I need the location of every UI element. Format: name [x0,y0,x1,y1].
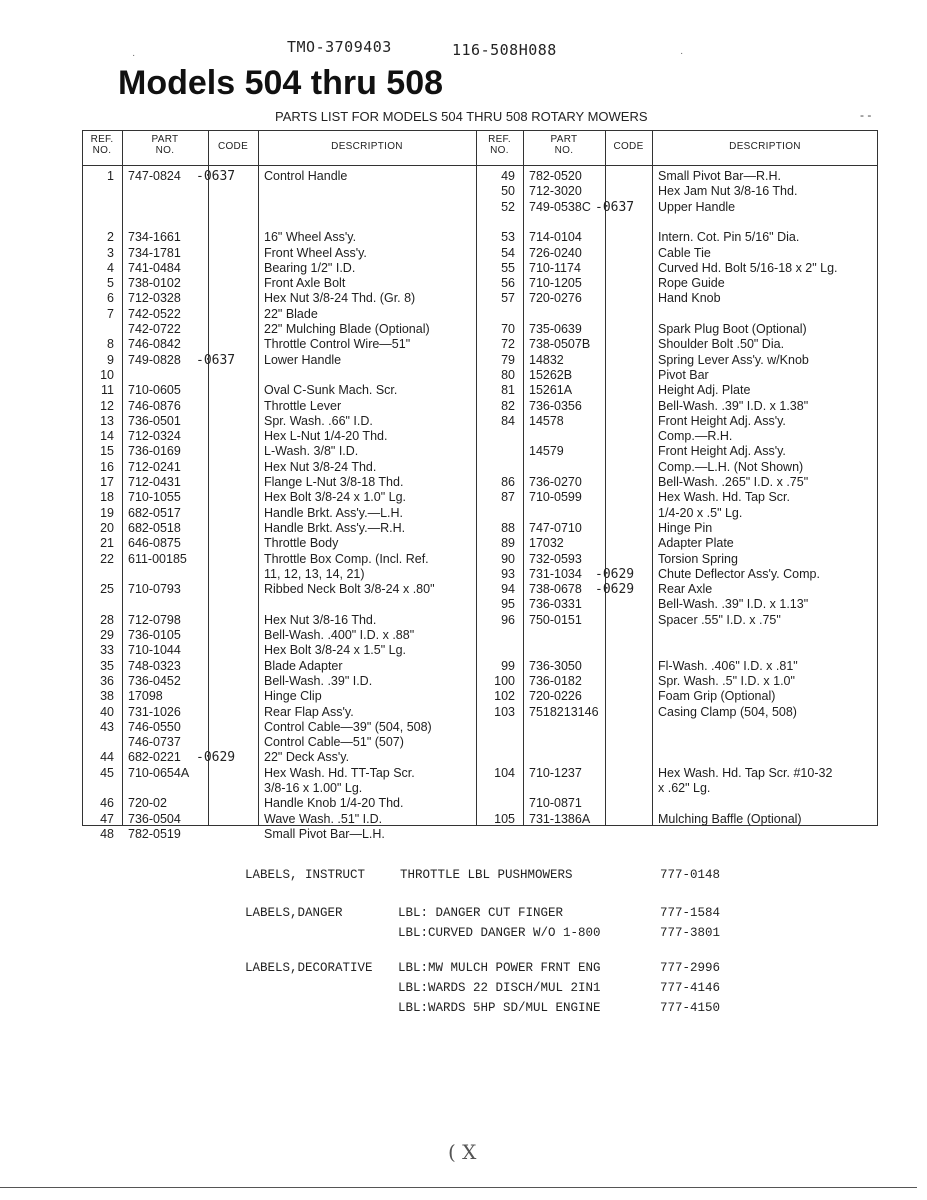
cell-ref: 3 [107,245,114,260]
cell-part: 746-0550 [128,719,181,734]
cell-part: 731-1034 [529,566,582,581]
cell-ref: 105 [494,811,515,826]
doc-id-right: 116-508H088 [452,41,557,59]
cell-desc: Hand Knob [658,291,721,306]
cell-ref: 18 [100,490,114,505]
cell-ref: 55 [501,260,515,275]
cell-ref: 38 [100,689,114,704]
cell-desc: Rear Axle [658,582,713,597]
cell-desc: Front Axle Bolt [264,276,346,291]
cell-ref: 57 [501,291,515,306]
cell-part: 736-0356 [529,398,582,413]
cell-desc: Hex Nut 3/8-24 Thd. [264,459,377,474]
cell-ref: 16 [100,459,114,474]
cell-part: 746-0876 [128,398,181,413]
cell-ref: 53 [501,230,515,245]
cell-desc: 22" Deck Ass'y. [264,750,350,765]
cell-ref: 22 [100,551,114,566]
cell-desc: Bell-Wash. .39" I.D. [264,673,373,688]
cell-part: 735-0639 [529,322,582,336]
cell-ref: 104 [494,765,515,780]
cell-desc: Rope Guide [658,276,725,291]
cell-desc: Control Handle [264,169,348,183]
cell-code: -0629 [595,566,635,582]
cell-ref: 12 [100,398,114,413]
cell-desc: Hex Wash. Hd. TT-Tap Scr. [264,765,415,780]
cell-ref: 19 [100,505,114,520]
cell-ref: 102 [494,689,515,704]
cell-ref: 89 [501,536,515,551]
parts-table [82,130,878,841]
column-divider [605,131,606,825]
cell-ref: 47 [100,811,114,826]
header-part: PART NO. [550,134,578,156]
cell-part: 14832 [529,352,564,367]
cell-desc: Handle Knob 1/4-20 Thd. [264,796,404,811]
cell-part: 720-0226 [529,689,582,704]
cell-part: 749-0828 [128,352,181,367]
cell-ref: 46 [100,796,114,811]
cell-desc: Cable Tie [658,245,711,260]
cell-ref: 103 [494,704,515,719]
cell-desc: Small Pivot Bar—R.H. [658,169,781,183]
cell-ref: 2 [107,230,114,245]
cell-ref: 7 [107,306,114,321]
cell-ref: 86 [501,475,515,489]
cell-part: 731-1386A [529,811,591,826]
cell-desc: Height Adj. Plate [658,383,751,398]
cell-ref: 88 [501,520,515,535]
label-description: LBL:CURVED DANGER W/O 1-800 [398,926,601,940]
cell-part: 710-1055 [128,490,181,505]
cell-part: 731-1026 [128,704,181,719]
cell-desc: Handle Brkt. Ass'y.—L.H. [264,505,404,520]
cell-part: 736-0105 [128,628,181,642]
cell-part: 710-1044 [128,643,181,658]
cell-desc: Rear Flap Ass'y. [264,704,354,719]
cell-part: 14578 [529,413,564,428]
cell-ref: 5 [107,276,114,291]
cell-ref: 99 [501,658,515,673]
cell-part: 782-0520 [529,169,582,183]
cell-part: 742-0722 [128,322,181,336]
header-desc: DESCRIPTION [331,141,403,152]
cell-part: 734-1661 [128,230,181,245]
cell-part: 782-0519 [128,826,181,841]
cell-part: 682-0518 [128,520,181,535]
cell-desc: Spr. Wash. .5" I.D. x 1.0" [658,673,795,688]
cell-ref: 70 [501,322,515,336]
cell-part: 712-0328 [128,291,181,306]
doc-id-left: TMO-3709403 [287,38,392,56]
cell-desc: Control Cable—39" (504, 508) [264,719,432,734]
cell-part: 714-0104 [529,230,582,245]
cell-desc: Spr. Wash. .66" I.D. [264,413,373,428]
cell-part: 746-0842 [128,337,181,352]
cell-part: 682-0517 [128,505,181,520]
cell-part: 710-0599 [529,490,582,505]
cell-desc: Hinge Pin [658,520,713,535]
cell-ref: 21 [100,536,114,551]
cell-part: 710-1237 [529,765,582,780]
cell-part: 712-3020 [529,184,582,199]
cell-ref: 48 [100,826,114,841]
cell-ref: 84 [501,413,515,428]
label-part-number: 777-0148 [660,868,721,882]
column-divider [476,131,477,825]
cell-desc: Bearing 1/2" I.D. [264,260,356,275]
cell-desc: 22" Mulching Blade (Optional) [264,322,430,336]
cell-ref: 6 [107,291,114,306]
cell-part: 736-0169 [128,444,181,459]
cell-ref: 45 [100,765,114,780]
cell-desc: Throttle Control Wire—51" [264,337,411,352]
label-part-number: 777-3801 [660,926,721,940]
cell-part: 736-3050 [529,658,582,673]
cell-ref: 36 [100,673,114,688]
cell-ref: 87 [501,490,515,505]
cell-desc: Casing Clamp (504, 508) [658,704,797,719]
cell-desc: Hex Wash. Hd. Tap Scr. [658,490,790,505]
cell-part: 682-0221 [128,750,181,765]
cell-part: 734-1781 [128,245,181,260]
cell-desc: Front Height Adj. Ass'y. [658,444,786,459]
cell-ref: 54 [501,245,515,260]
cell-desc: Hex Nut 3/8-24 Thd. (Gr. 8) [264,291,416,306]
cell-ref: 13 [100,413,114,428]
cell-desc: Comp.—L.H. (Not Shown) [658,459,804,474]
column-divider [82,131,83,825]
cell-desc: Foam Grip (Optional) [658,689,776,704]
cell-code: -0637 [196,352,236,368]
cell-desc: Hex Bolt 3/8-24 x 1.0" Lg. [264,490,407,505]
cell-ref: 82 [501,398,515,413]
cell-part: 17098 [128,689,163,704]
cell-desc: Throttle Box Comp. (Incl. Ref. [264,551,429,566]
cell-part: 732-0593 [529,551,582,566]
cell-ref: 49 [501,169,515,183]
cell-desc: Bell-Wash. .400" I.D. x .88" [264,628,415,642]
cell-part: 611-00185 [128,551,187,566]
cell-ref: 93 [501,566,515,581]
cell-ref: 40 [100,704,114,719]
cell-desc: Shoulder Bolt .50" Dia. [658,337,785,352]
cell-desc: Lower Handle [264,352,342,367]
cell-ref: 35 [100,658,114,673]
cell-part: 710-0605 [128,383,181,398]
cell-desc: 22" Blade [264,306,318,321]
page-title: Models 504 thru 508 [118,64,444,102]
cell-desc: Mulching Baffle (Optional) [658,811,802,826]
cell-ref: 80 [501,367,515,382]
label-part-number: 777-2996 [660,961,721,975]
cell-ref: 14 [100,429,114,444]
cell-ref: 10 [100,367,114,382]
cell-desc: Hex Jam Nut 3/8-16 Thd. [658,184,798,199]
label-part-number: 777-4150 [660,1001,721,1015]
cell-desc: x .62" Lg. [658,781,711,795]
cell-ref: 81 [501,383,515,398]
cell-code: -0637 [595,199,635,215]
header-code: CODE [217,141,249,152]
cell-desc: Curved Hd. Bolt 5/16-18 x 2" Lg. [658,260,838,275]
label-category: LABELS,DANGER [245,906,343,920]
cell-ref: 25 [100,582,114,597]
stray-mark: · [132,50,136,61]
cell-desc: Throttle Body [264,536,339,551]
cell-part: 749-0538C [529,199,591,214]
cell-part: 720-0276 [529,291,582,306]
cell-part: 736-0501 [128,413,181,428]
cell-ref: 56 [501,276,515,291]
bottom-rule [0,1187,917,1188]
cell-part: 736-0452 [128,673,181,688]
cell-ref: 100 [494,673,515,688]
cell-desc: Bell-Wash. .39" I.D. x 1.13" [658,597,809,612]
cell-ref: 17 [100,475,114,489]
label-part-number: 777-1584 [660,906,721,920]
cell-ref: 96 [501,612,515,627]
cell-desc: Blade Adapter [264,658,343,673]
column-divider [523,131,524,825]
cell-part: 736-0182 [529,673,582,688]
cell-desc: 3/8-16 x 1.00" Lg. [264,781,363,795]
cell-part: 710-1174 [529,260,581,275]
cell-part: 738-0678 [529,582,582,597]
cell-desc: Bell-Wash. .39" I.D. x 1.38" [658,398,809,413]
cell-desc: Comp.—R.H. [658,429,733,444]
cell-desc: Intern. Cot. Pin 5/16" Dia. [658,230,800,245]
cell-desc: Spacer .55" I.D. x .75" [658,612,781,627]
column-divider [122,131,123,825]
cell-desc: Oval C-Sunk Mach. Scr. [264,383,398,398]
cell-desc: L-Wash. 3/8" I.D. [264,444,359,459]
cell-desc: 16" Wheel Ass'y. [264,230,357,245]
cell-part: 736-0504 [128,811,181,826]
cell-code: -0637 [196,169,236,184]
column-divider [208,131,209,825]
cell-part: 736-0270 [529,475,582,489]
cell-code: -0629 [595,582,635,598]
header-part: PART NO. [151,134,179,156]
cell-part: 15262B [529,367,573,382]
cell-part: 710-0793 [128,582,181,597]
header-ref: REF. NO. [488,134,511,156]
cell-ref: 43 [100,719,114,734]
column-divider [258,131,259,825]
header-desc: DESCRIPTION [729,141,801,152]
cell-part: 750-0151 [529,612,582,627]
cell-ref: 90 [501,551,515,566]
cell-ref: 28 [100,612,114,627]
label-description: LBL:WARDS 5HP SD/MUL ENGINE [398,1001,601,1015]
cell-part: 738-0507B [529,337,591,352]
cell-part: 736-0331 [529,597,582,612]
footer-mark: ( X [448,1140,477,1164]
cell-part: 748-0323 [128,658,181,673]
cell-ref: 52 [501,199,515,214]
column-divider [652,131,653,825]
header-code: CODE [613,141,644,152]
cell-ref: 94 [501,582,515,597]
cell-desc: Bell-Wash. .265" I.D. x .75" [658,475,809,489]
cell-desc: Wave Wash. .51" I.D. [264,811,383,826]
cell-desc: Spark Plug Boot (Optional) [658,322,807,336]
cell-desc: Front Height Adj. Ass'y. [658,413,786,428]
cell-desc: Hex L-Nut 1/4-20 Thd. [264,429,388,444]
cell-desc: Front Wheel Ass'y. [264,245,367,260]
cell-desc: Throttle Lever [264,398,342,413]
cell-ref: 1 [107,169,114,183]
cell-part: 15261A [529,383,573,398]
cell-ref: 4 [107,260,114,275]
label-description: LBL:WARDS 22 DISCH/MUL 2IN1 [398,981,601,995]
cell-desc: Handle Brkt. Ass'y.—R.H. [264,520,406,535]
cell-part: 712-0241 [128,459,181,474]
cell-part: 710-0654A [128,765,190,780]
dash-mark: - - [860,108,872,122]
cell-part: 14579 [529,444,564,459]
cell-desc: Small Pivot Bar—L.H. [264,826,385,841]
cell-part: 710-0871 [529,796,582,811]
stray-mark: · [680,48,684,59]
cell-ref: 50 [501,184,515,199]
cell-ref: 44 [100,750,114,765]
cell-ref: 15 [100,444,114,459]
cell-desc: Flange L-Nut 3/8-18 Thd. [264,475,404,489]
cell-desc: Hex Nut 3/8-16 Thd. [264,612,377,627]
cell-part: 741-0484 [128,260,181,275]
cell-ref: 95 [501,597,515,612]
cell-desc: Upper Handle [658,199,736,214]
cell-code: -0629 [196,750,236,766]
cell-desc: Torsion Spring [658,551,738,566]
label-description: LBL: DANGER CUT FINGER [398,906,564,920]
cell-part: 17032 [529,536,564,551]
cell-desc: Hex Bolt 3/8-24 x 1.5" Lg. [264,643,407,658]
cell-part: 646-0875 [128,536,181,551]
cell-part: 747-0710 [529,520,582,535]
label-category: LABELS, INSTRUCT [245,868,366,882]
cell-part: 712-0324 [128,429,181,444]
cell-part: 746-0737 [128,735,181,750]
cell-ref: 8 [107,337,114,352]
cell-part: 712-0431 [128,475,181,489]
label-part-number: 777-4146 [660,981,721,995]
cell-desc: 1/4-20 x .5" Lg. [658,505,743,520]
cell-part: 747-0824 [128,169,181,183]
cell-part: 712-0798 [128,612,181,627]
cell-desc: Control Cable—51" (507) [264,735,404,750]
cell-desc: Hex Wash. Hd. Tap Scr. #10-32 [658,765,833,780]
cell-desc: Fl-Wash. .406" I.D. x .81" [658,658,798,673]
cell-ref: 11 [101,383,114,398]
cell-ref: 79 [501,352,515,367]
cell-part: 738-0102 [128,276,181,291]
cell-ref: 9 [107,352,114,367]
cell-ref: 33 [100,643,114,658]
cell-desc: Chute Deflector Ass'y. Comp. [658,566,820,581]
cell-ref: 72 [501,337,515,352]
cell-desc: Pivot Bar [658,367,709,382]
cell-desc: Ribbed Neck Bolt 3/8-24 x .80" [264,582,435,597]
cell-desc: 11, 12, 13, 14, 21) [264,566,365,581]
cell-part: 720-02 [128,796,167,811]
header-ref: REF. NO. [90,134,114,156]
cell-ref: 20 [100,520,114,535]
cell-part: 7518213146 [529,704,599,719]
cell-desc: Hinge Clip [264,689,322,704]
cell-part: 710-1205 [529,276,582,291]
cell-ref: 29 [100,628,114,642]
page-subtitle: PARTS LIST FOR MODELS 504 THRU 508 ROTARY MOWERS [275,109,648,124]
cell-part: 726-0240 [529,245,582,260]
cell-desc: Adapter Plate [658,536,734,551]
cell-desc: Spring Lever Ass'y. w/Knob [658,352,809,367]
label-category: LABELS,DECORATIVE [245,961,373,975]
label-description: LBL:MW MULCH POWER FRNT ENG [398,961,601,975]
label-description: THROTTLE LBL PUSHMOWERS [400,868,573,882]
cell-part: 742-0522 [128,306,181,321]
